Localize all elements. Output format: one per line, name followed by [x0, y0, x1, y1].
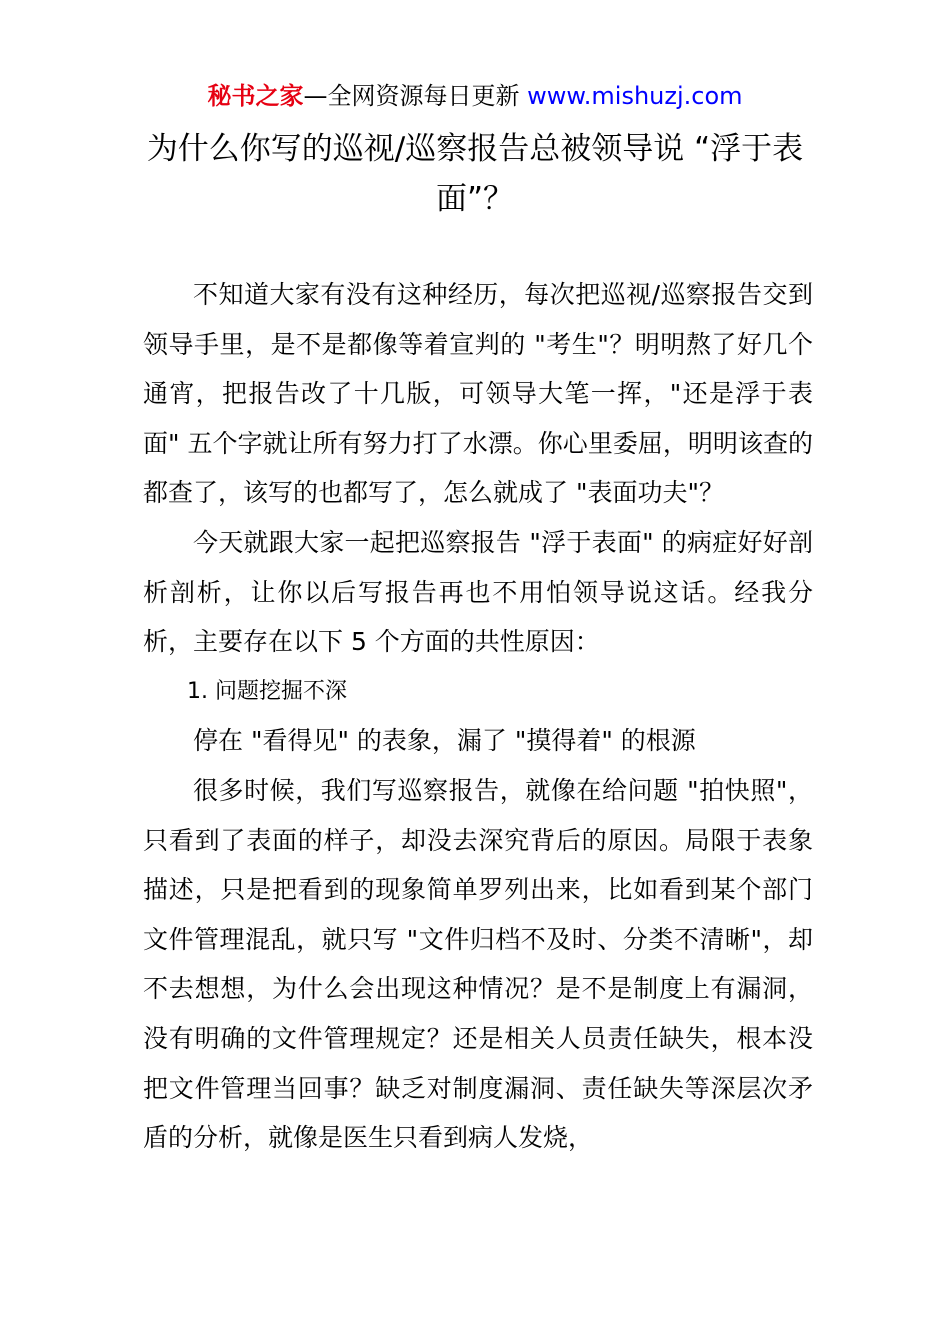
document-body: [143, 270, 813, 1163]
document-title: 为什么你写的巡视/巡察报告总被领导说 “浮于表面”？: [146, 131, 804, 217]
paragraph-intro: 不知道大家有没有这种经历，每次把巡视/巡察报告交到领导手里，是不是都像等着宣判的 "考生"？明明熬了好几个通宵，把报告改了十几版，可领导大笔一挥，"还是浮于表面" 五个字就让所有努力打了水漂。你心里委屈，明明该查的都查了，该写的也都写了，怎么就成了 "表面功夫"？: [143, 280, 813, 508]
section-heading: 1. 问题挖掘不深: [187, 678, 347, 704]
site-brand: 秘书之家: [207, 82, 304, 110]
section-subheading: 停在 "看得见" 的表象，漏了 "摸得着" 的根源: [193, 726, 696, 756]
site-url[interactable]: www.mishuzj.com: [527, 82, 743, 110]
site-header: [0, 78, 950, 114]
site-slogan: —全网资源每日更新: [303, 82, 528, 110]
paragraph-detail: 很多时候，我们写巡察报告，就像在给问题 "拍快照"，只看到了表面的样子，却没去深究背后的原因。局限于表象描述，只是把看到的现象简单罗列出来，比如看到某个部门文件管理混乱，就只写 "文件归档不及时、分类不清晰"，却不去想想，为什么会出现这种情况？是不是制度上有漏洞，没有明确的文件管理规定？还是相关人员责任缺失，根本没把文件管理当回事？缺乏对制度漏洞、责任缺失等深层次矛盾的分析，就像是医生只看到病人发烧，: [143, 775, 813, 1153]
paragraph-analysis: 今天就跟大家一起把巡察报告 "浮于表面" 的病症好好剖析剖析，让你以后写报告再也不用怕领导说这话。经我分析，主要存在以下 5 个方面的共性原因：: [143, 527, 813, 657]
